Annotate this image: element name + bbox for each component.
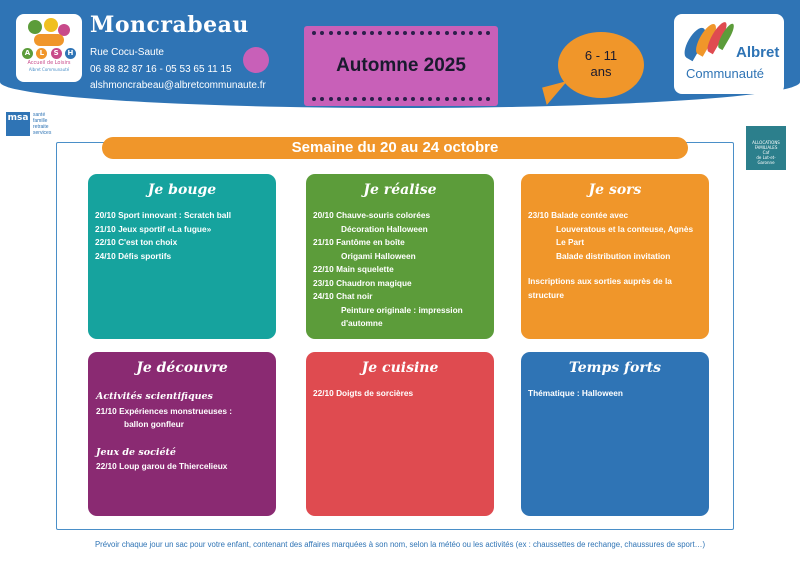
logo-letter: A: [22, 48, 33, 59]
card-je-realise: [306, 174, 494, 339]
card-je-sors: [521, 174, 709, 339]
address: Rue Cocu-Saute: [90, 47, 164, 58]
phone: 06 88 82 87 16 - 05 53 65 11 15: [90, 64, 232, 75]
msa-line: retraite: [33, 124, 49, 130]
activity-line: 20/10 Chauve-souris colorées: [313, 210, 431, 220]
activity-line: 22/10 C'est ton choix: [95, 237, 178, 247]
caf-logo: [746, 126, 786, 170]
alsh-logo: [16, 14, 82, 82]
activity-line: 24/10 Chat noir: [313, 291, 373, 301]
partner-logo-line2: Communauté: [686, 66, 765, 81]
card-temps-forts: [521, 352, 709, 516]
center-name: Moncrabeau: [90, 12, 249, 38]
logo-letter: H: [65, 48, 76, 59]
msa-line: famille: [33, 118, 48, 124]
footer-note: Prévoir chaque jour un sac pour votre enfant, contenant des affaires marquées à son nom, selon la météo ou les activités (ex : chaussettes de rechange, chaussures de sport…): [94, 540, 706, 549]
age-range: 6 - 11: [584, 48, 618, 63]
activity-line: 23/10 Balade contée avec: [528, 210, 629, 220]
logo-letter: S: [51, 48, 62, 59]
season-label: Automne 2025: [336, 55, 466, 76]
card-title: Je sors: [588, 182, 642, 198]
msa-logo: [6, 112, 70, 138]
card-je-decouvre: [88, 352, 276, 516]
email: alshmoncrabeau@albretcommunaute.fr: [90, 80, 266, 91]
msa-line: santé: [33, 112, 46, 118]
logo-letter: L: [36, 48, 47, 59]
activity-line: Origami Halloween: [341, 250, 416, 261]
activity-line: 24/10 Défis sportifs: [95, 250, 172, 261]
caf-line: Garonne: [757, 160, 775, 165]
activity-line: 22/10 Main squelette: [313, 264, 394, 274]
activity-line: 22/10 Doigts de sorcières: [313, 388, 414, 398]
activity-line: 20/10 Sport innovant : Scratch ball: [95, 210, 232, 220]
season-tag: [304, 26, 498, 106]
activity-line: Le Part: [556, 237, 585, 247]
card-je-bouge: [88, 174, 276, 339]
activity-line: 21/10 Expériences monstrueuses :: [96, 405, 233, 416]
caf-line: Caf: [762, 150, 770, 155]
kid-figure-icon: [44, 18, 58, 32]
activity-line: d'automne: [341, 318, 383, 328]
section-heading: Activités scientifiques: [96, 391, 213, 402]
dots-decoration: [312, 97, 490, 101]
activity-line: Thématique : Halloween: [528, 388, 623, 398]
msa-line: services: [33, 130, 52, 136]
card-title: Je réalise: [363, 182, 437, 198]
activity-line: 21/10 Fantôme en boîte: [313, 237, 405, 247]
partner-logo-line1: Albret: [736, 44, 780, 61]
kid-body-icon: [34, 34, 64, 46]
week-banner: Semaine du 20 au 24 octobre: [102, 137, 688, 159]
activity-line: Balade distribution invitation: [556, 250, 671, 261]
card-title: Je découvre: [136, 360, 228, 376]
dots-decoration: [312, 31, 490, 35]
albret-communaute-logo: [674, 14, 784, 94]
activity-line: 22/10 Loup garou de Thiercelieux: [96, 461, 228, 471]
activity-line: Peinture originale : impression: [341, 304, 463, 315]
kid-figure-icon: [28, 20, 42, 34]
caf-line: ALLOCATIONS: [752, 140, 780, 145]
activity-line: ballon gonfleur: [124, 419, 184, 429]
card-je-cuisine: [306, 352, 494, 516]
registration-note: Inscriptions aux sorties auprès de la: [528, 276, 672, 286]
decorative-dot: [243, 47, 269, 73]
card-title: Je cuisine: [361, 360, 439, 376]
activity-line: 23/10 Chaudron magique: [313, 277, 412, 288]
msa-box: msa: [6, 112, 30, 136]
age-bubble: [558, 32, 644, 98]
logo-caption: Accueil de Loisirs: [27, 60, 71, 66]
activity-line: Louveratous et la conteuse, Agnès: [556, 223, 694, 234]
logo-caption: Albret Communauté: [28, 67, 70, 72]
caf-line: de Lot-et-: [756, 155, 776, 160]
card-title: Je bouge: [147, 182, 217, 198]
activity-line: 21/10 Jeux sportif «La fugue»: [95, 223, 212, 234]
activity-line: Décoration Halloween: [341, 223, 428, 234]
caf-line: FAMILIALES: [754, 145, 778, 150]
section-heading: Jeux de société: [96, 446, 176, 458]
registration-note: structure: [528, 289, 564, 300]
card-title: Temps forts: [568, 360, 662, 376]
age-unit: ans: [590, 64, 612, 79]
